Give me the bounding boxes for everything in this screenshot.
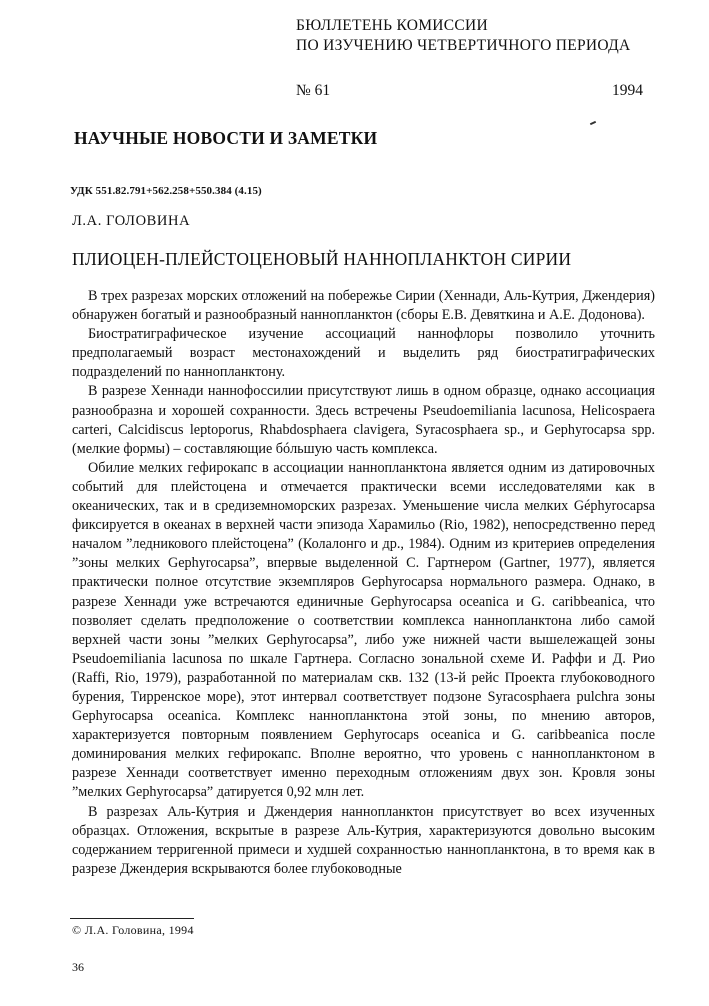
- paragraph: В разрезе Хеннади наннофоссилии присутствуют лишь в одном образце, однако ассоциация разнообразна и хорошей сохранности. Здесь встречены Pseudoemiliania lacunosa, Helicospaera carteri, Calcidiscus leptoporus, Rhabdosphaera clavigera, Syracosphaera sp., и Gephyrocapsa spp. (мелкие формы) – составляющие бóльшую часть комплекса.: [72, 383, 655, 457]
- journal-title-line-1: БЮЛЛЕТЕНЬ КОМИССИИ: [296, 17, 489, 34]
- journal-title: [296, 16, 696, 56]
- issue-number: № 61: [296, 82, 331, 99]
- publication-year: 1994: [612, 82, 643, 99]
- udc-code: УДК 551.82.791+562.258+550.384 (4.15): [70, 185, 262, 197]
- paragraph: Обилие мелких гефирокапс в ассоциации наннопланктона является одним из датировочных событий для плейстоцена и отмечается практически всеми исследователями как в океанических, так и в средиземноморских разрезах. Уменьшение числа мелких Géphyrocapsa фиксируется в океанах в верхней части эпизода Харамильо (Rio, 1982), непосредственно перед началом ”ледникового плейстоцена” (Колалонго и др., 1984). Одним из критериев определения ”зоны мелких Gephyrocapsa”, впервые выделенной С. Гартнером (Gartner, 1977), является практически полное отсутствие экземпляров Gephyrocapsa нормального размера. Однако, в разрезе Хеннади уже встречаются единичные Gephyrocapsa oceanica и G. caribbeanica, что позволяет сделать предположение о соответствии комплекса наннопланктона либо самой верхней части зоны ”мелких Gephyrocapsa”, либо уже нижней части вышележащей зоны Pseudoemiliania lacunosa по шкале Гартнера. Согласно зональной схеме И. Раффи и Д. Рио (Raffi, Rio, 1979), разработанной по материалам скв. 132 (13-й рейс Проекта глубоководного бурения, Тирренское море), этот интервал соответствует подзоне Syracosphaera pulchra зоны Gephyrocapsa oceanica. Комплекс наннопланктона этой зоны, по мнению авторов, характеризуется повторным появлением Gephyrocaps oceanica и G. caribbeanica после доминирования мелких гефирокапс. Вполне вероятно, что уровень с наннопланктоном в разрезе Хеннади соответствует именно переходным отложениям двух зон. Кровля зоны ”мелких Gephyrocapsa” датируется 0,92 млн лет.: [72, 459, 655, 801]
- paragraph: Биостратиграфическое изучение ассоциаций наннофлоры позволило уточнить предполагаемый возраст местонахождений и выделить ряд биостратиграфических подразделений по наннопланктону.: [72, 326, 655, 381]
- article-title: ПЛИОЦЕН-ПЛЕЙСТОЦЕНОВЫЙ НАННОПЛАНКТОН СИРИИ: [72, 249, 572, 269]
- author-name: Л.А. ГОЛОВИНА: [72, 213, 191, 229]
- page-number: 36: [72, 960, 84, 974]
- journal-title-line-2: ПО ИЗУЧЕНИЮ ЧЕТВЕРТИЧНОГО ПЕРИОДА: [296, 37, 631, 54]
- footnote-rule: [70, 918, 194, 919]
- paragraph: В разрезах Аль-Кутрия и Джендерия наннопланктон присутствует во всех изученных образцах. Отложения, вскрытые в разрезе Аль-Кутрия, характеризуются довольно высоким содержанием терригенной примеси и худшей сохранностью наннопланктона, в то время как в разрезе Джендерия вскрываются более глубоководные: [72, 803, 655, 877]
- paragraph: В трех разрезах морских отложений на побережье Сирии (Хеннади, Аль-Кутрия, Джендерия) обнаружен богатый и разнообразный наннопланктон (сборы Е.В. Девяткина и А.Е. Додонова).: [72, 288, 655, 324]
- stray-mark: [590, 121, 596, 125]
- section-heading: НАУЧНЫЕ НОВОСТИ И ЗАМЕТКИ: [74, 128, 378, 148]
- article-body: [72, 287, 655, 879]
- copyright-note: © Л.А. Головина, 1994: [72, 923, 194, 937]
